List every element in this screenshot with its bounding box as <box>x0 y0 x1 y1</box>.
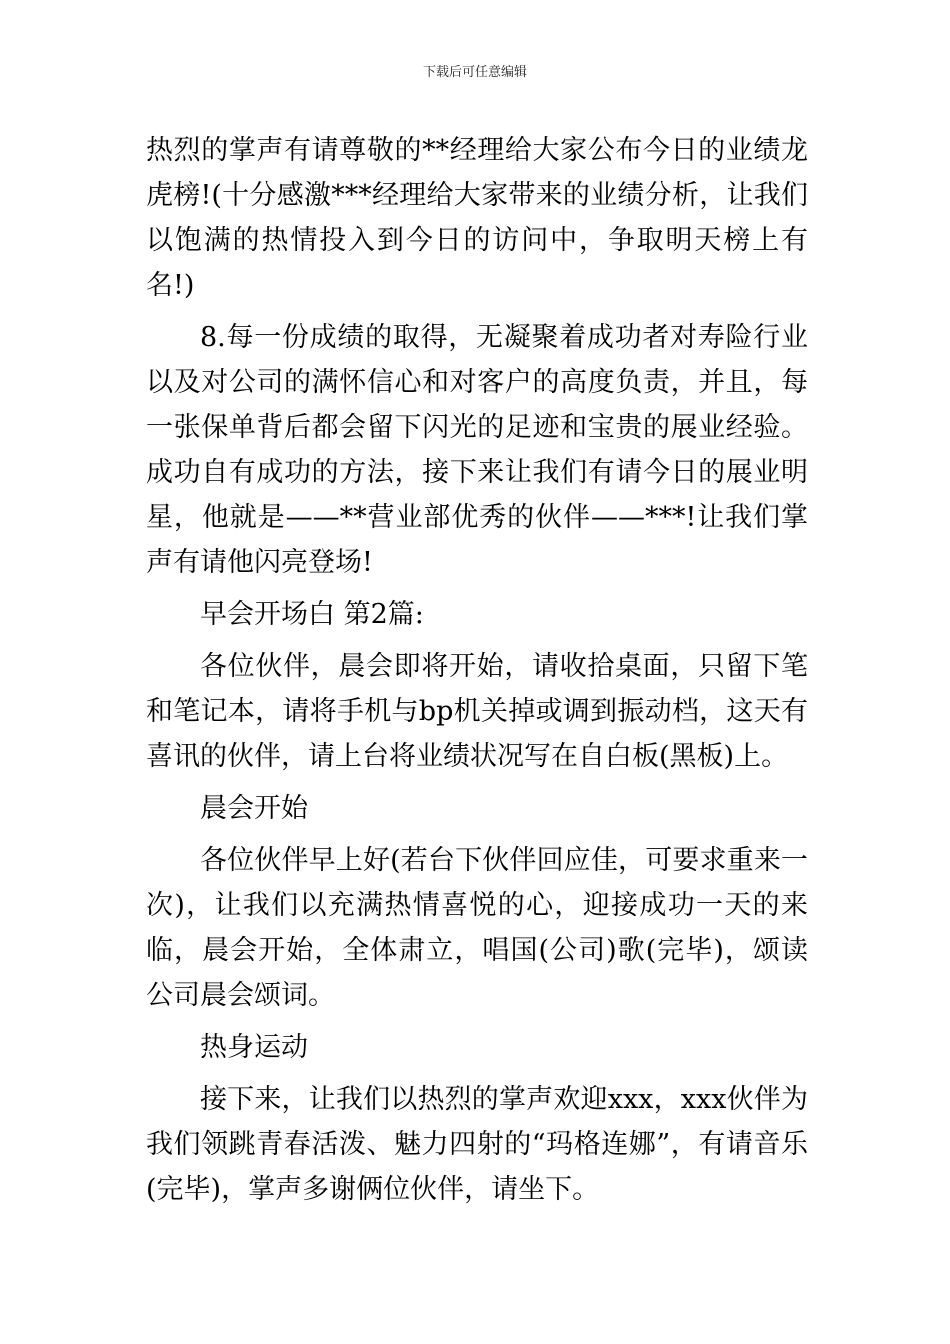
page-header-note: 下载后可任意编辑 <box>422 65 527 80</box>
section-heading-warmup: 热身运动 <box>200 1032 308 1063</box>
section-heading-opening-2: 早会开场白 第2篇: <box>200 599 424 630</box>
paragraph-warmup-dance: 接下来，让我们以热烈的掌声欢迎xxx，xxx伙伴为我们领跳青春活泼、魅力四射的“玛格连娜”，有请音乐(完毕)，掌声多谢俩位伙伴，请坐下。 <box>146 1084 808 1205</box>
paragraph-applause-leaderboard: 热烈的掌声有请尊敬的**经理给大家公布今日的业绩龙虎榜!(十分感激***经理给大家带来的业绩分析，让我们以饱满的热情投入到今日的访问中，争取明天榜上有名!) <box>146 135 808 301</box>
paragraph-meeting-start-notice: 各位伙伴，晨会即将开始，请收拾桌面，只留下笔和笔记本，请将手机与bp机关掉或调到振动档，这天有喜讯的伙伴，请上台将业绩状况写在自白板(黑板)上。 <box>146 651 808 772</box>
paragraph-greeting: 各位伙伴早上好(若台下伙伴回应佳，可要求重来一次)，让我们以充满热情喜悦的心，迎接成功一天的来临，晨会开始，全体肃立，唱国(公司)歌(完毕)，颂读公司晨会颂词。 <box>146 845 808 1011</box>
section-heading-meeting-start: 晨会开始 <box>200 793 308 824</box>
paragraph-achievement-star: 8.每一份成绩的取得，无凝聚着成功者对寿险行业以及对公司的满怀信心和对客户的高度负责，并且，每一张保单背后都会留下闪光的足迹和宝贵的展业经验。成功自有成功的方法，接下来让我们有请今日的展业明星，他就是——**营业部优秀的伙伴——***!让我们掌声有请他闪亮登场! <box>146 322 808 578</box>
document-body <box>146 128 808 1219</box>
